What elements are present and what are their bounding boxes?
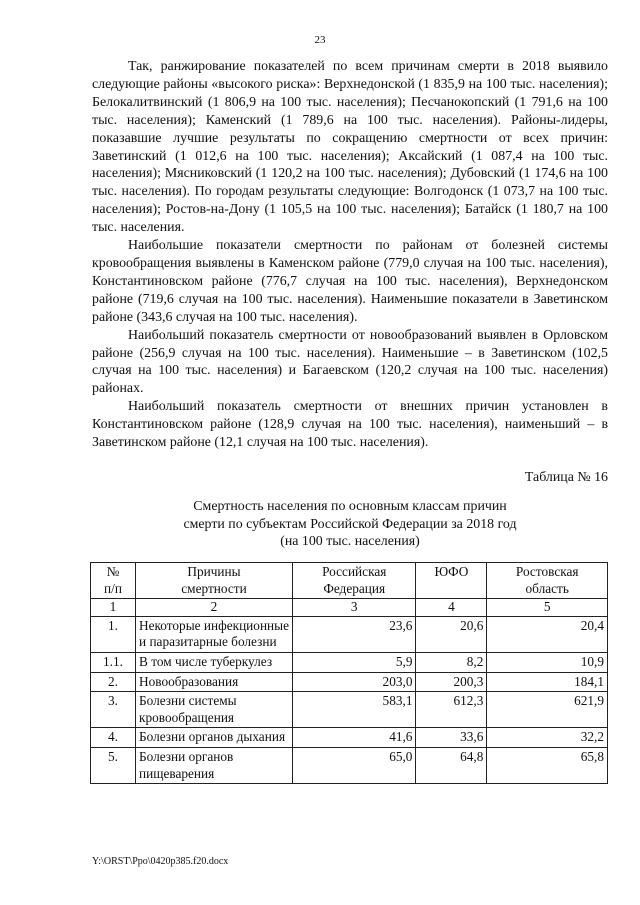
paragraph: Наибольший показатель смертности от новообразований выявлен в Орловском районе (256,9 случая на 100 тыс. населения). Наименьшие – в Заветинском (102,5 случая на 100 тыс. населения) и Багаевском (120,2 случая на 100 тыс. населения) районах.: [92, 327, 608, 397]
index-cell: 3: [293, 599, 416, 617]
body-text: [92, 58, 608, 452]
table-index-row: [91, 599, 608, 617]
table-row: [91, 616, 608, 652]
row-ufo-value: 8,2: [416, 652, 487, 672]
header-ufo: ЮФО: [416, 563, 487, 599]
header-num: № п/п: [91, 563, 136, 599]
mortality-table: [90, 562, 608, 784]
header-rostov: Ростовская область: [487, 563, 608, 599]
table-row: [91, 692, 608, 728]
table-title-line: смерти по субъектам Российской Федерации за 2018 год: [183, 516, 517, 532]
header-rf: Российская Федерация: [293, 563, 416, 599]
row-ufo-value: 64,8: [416, 747, 487, 783]
row-cause: В том числе туберкулез: [136, 652, 293, 672]
row-rostov-value: 65,8: [487, 747, 608, 783]
row-num: 5.: [91, 747, 136, 783]
paragraph: Наибольший показатель смертности от внешних причин установлен в Константиновском районе (128,9 случая на 100 тыс. населения), наименьший – в Заветинском районе (12,1 случая на 100 тыс. населения).: [92, 399, 608, 451]
table-row: [91, 728, 608, 748]
table-title-line: Смертность населения по основным классам причин: [193, 499, 507, 514]
table-header-row: [91, 563, 608, 599]
index-cell: 2: [136, 599, 293, 617]
row-cause: Некоторые инфекционные и паразитарные болезни: [136, 616, 293, 652]
row-rostov-value: 20,4: [487, 616, 608, 652]
row-rf-value: 65,0: [293, 747, 416, 783]
row-num: 3.: [91, 692, 136, 728]
table-title-line: (на 100 тыс. населения): [280, 534, 420, 550]
row-rf-value: 23,6: [293, 616, 416, 652]
index-cell: 1: [91, 599, 136, 617]
row-rf-value: 203,0: [293, 672, 416, 692]
table-title: [92, 498, 608, 551]
row-ufo-value: 612,3: [416, 692, 487, 728]
table-row: [91, 747, 608, 783]
row-rf-value: 41,6: [293, 728, 416, 748]
document-file-path: Y:\ORST\Ppo\0420p385.f20.docx: [92, 856, 229, 867]
row-cause: Болезни системы кровообращения: [136, 692, 293, 728]
paragraph: Наибольшие показатели смертности по районам от болезней системы кровообращения выявлены в Каменском районе (779,0 случая на 100 тыс. населения), Константиновском районе (776,7 случая на 100 тыс. населения), Верхнедонском районе (719,6 случая на 100 тыс. населения). Наименьшие показатели в Заветинском районе (343,6 случая на 100 тыс. населения).: [92, 238, 608, 325]
table-number-label: Таблица № 16: [524, 470, 608, 485]
row-cause: Болезни органов пищеварения: [136, 747, 293, 783]
row-rostov-value: 32,2: [487, 728, 608, 748]
index-cell: 4: [416, 599, 487, 617]
paragraph: Так, ранжирование показателей по всем причинам смерти в 2018 выявило следующие районы «высокого риска»: Верхнедонской (1 835,9 на 100 тыс. населения); Белокалитвинский (1 806,9 на 100 тыс. населения); Песчанокопский (1 791,6 на 100 тыс. населения); Каменский (1 789,6 на 100 тыс. населения). Районы-лидеры, показавшие лучшие результаты по сокращению смертности от всех причин: Заветинский (1 012,6 на 100 тыс. населения); Аксайский (1 087,4 на 100 тыс. населения); Мясниковский (1 120,2 на 100 тыс. населения); Дубовский (1 174,6 на 100 тыс. населения). По городам результаты следующие: Волгодонск (1 073,7 на 100 тыс. населения); Ростов-на-Дону (1 105,5 на 100 тыс. населения); Батайск (1 180,7 на 100 тыс. населения.: [92, 59, 608, 236]
table-row: [91, 652, 608, 672]
row-num: 4.: [91, 728, 136, 748]
row-num: 1.: [91, 616, 136, 652]
row-ufo-value: 200,3: [416, 672, 487, 692]
row-rostov-value: 10,9: [487, 652, 608, 672]
row-num: 2.: [91, 672, 136, 692]
row-rostov-value: 184,1: [487, 672, 608, 692]
row-ufo-value: 33,6: [416, 728, 487, 748]
row-ufo-value: 20,6: [416, 616, 487, 652]
table-row: [91, 672, 608, 692]
row-num: 1.1.: [91, 652, 136, 672]
row-rf-value: 583,1: [293, 692, 416, 728]
row-cause: Болезни органов дыхания: [136, 728, 293, 748]
row-rf-value: 5,9: [293, 652, 416, 672]
row-cause: Новообразования: [136, 672, 293, 692]
page-number: 23: [314, 34, 326, 46]
index-cell: 5: [487, 599, 608, 617]
row-rostov-value: 621,9: [487, 692, 608, 728]
header-cause: Причины смертности: [136, 563, 293, 599]
